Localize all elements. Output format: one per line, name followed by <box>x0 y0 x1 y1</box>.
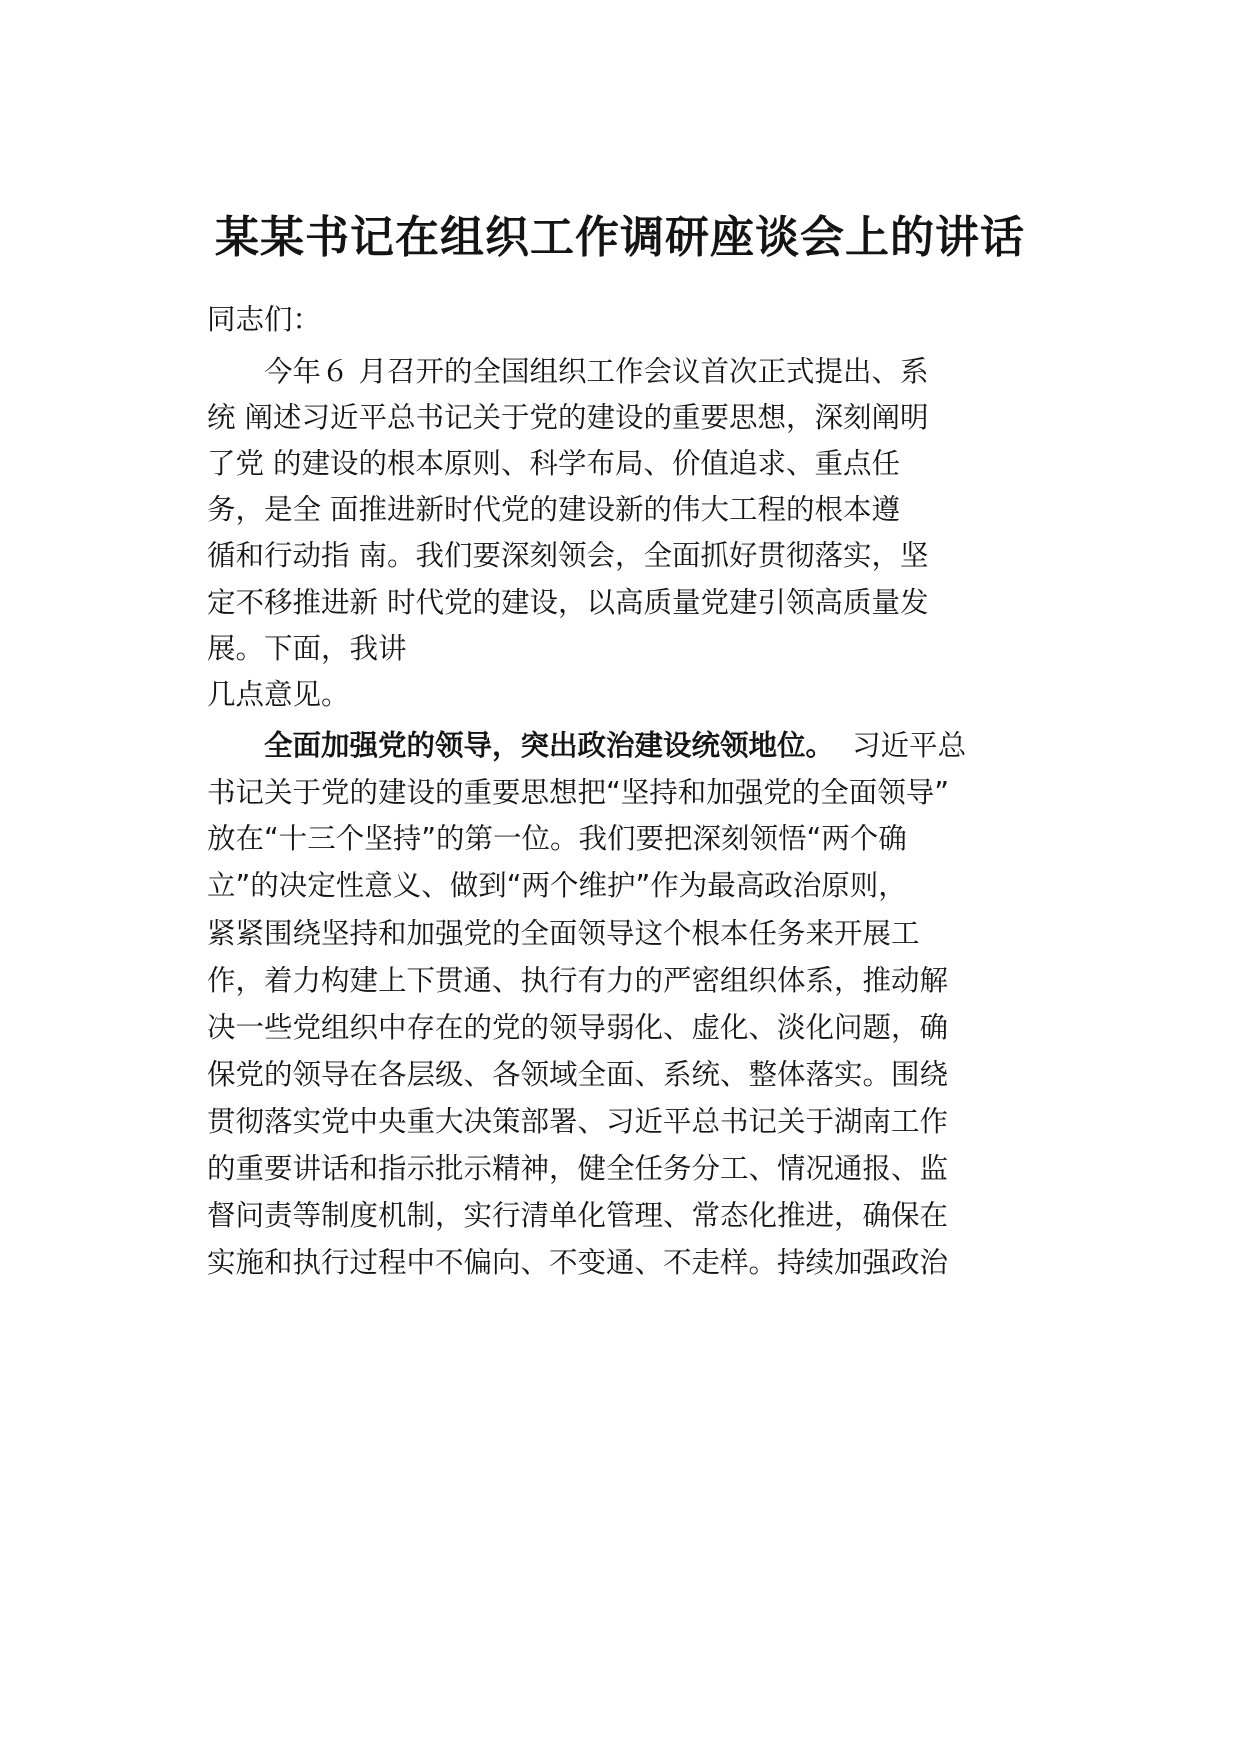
paragraph-2-line: 保党的领导在各层级、各领域全面、系统、整体落实。围绕 <box>207 1058 949 1091</box>
paragraph-2-first-line <box>207 726 966 766</box>
paragraph-1-line: 了党 的建设的根本原则、科学布局、价值追求、重点任 <box>207 447 901 480</box>
paragraph-2-line: 紧紧围绕坚持和加强党的全面领导这个根本任务来开展工 <box>207 917 920 950</box>
paragraph-1-line: 统 阐述习近平总书记关于党的建设的重要思想，深刻阐明 <box>207 401 929 434</box>
paragraph-2-line: 放在“十三个坚持”的第一位。我们要把深刻领悟“两个确 <box>207 822 907 855</box>
paragraph-1-line: 务，是全 面推进新时代党的建设新的伟大工程的根本遵 <box>207 493 901 526</box>
paragraph-1-line: 循和行动指 南。我们要深刻领会，全面抓好贯彻落实，坚 <box>207 539 929 572</box>
paragraph-2-first-line-rest: 习近平总 <box>834 729 967 762</box>
paragraph-2-line: 贯彻落实党中央重大决策部署、习近平总书记关于湖南工作 <box>207 1105 949 1138</box>
paragraph-2-line: 作，着力构建上下贯通、执行有力的严密组织体系，推动解 <box>207 964 949 997</box>
paragraph-1-line: 展。下面，我讲 <box>207 632 407 665</box>
document-title: 某某书记在组织工作调研座谈会上的讲话 <box>215 212 1025 263</box>
paragraph-2-line: 决一些党组织中存在的党的领导弱化、虚化、淡化问题，确 <box>207 1011 949 1044</box>
paragraph-1-line: 定不移推进新 时代党的建设，以高质量党建引领高质量发 <box>207 586 929 619</box>
paragraph-2-line: 督问责等制度机制，实行清单化管理、常态化推进，确保在 <box>207 1199 949 1232</box>
paragraph-1-line: 几点意见。 <box>207 678 350 711</box>
paragraph-2-line: 实施和执行过程中不偏向、不变通、不走样。持续加强政治 <box>207 1246 949 1279</box>
salutation: 同志们： <box>207 303 322 336</box>
paragraph-2-heading: 全面加强党的领导，突出政治建设统领地位。 <box>264 729 835 762</box>
paragraph-2-line: 的重要讲话和指示批示精神，健全任务分工、情况通报、监 <box>207 1152 949 1185</box>
paragraph-2-line: 书记关于党的建设的重要思想把“坚持和加强党的全面领导” <box>207 776 950 809</box>
paragraph-1-line: 今年６ 月召开的全国组织工作会议首次正式提出、系 <box>207 355 929 388</box>
paragraph-2-line: 立”的决定性意义、做到“两个维护”作为最高政治原则， <box>207 869 907 902</box>
